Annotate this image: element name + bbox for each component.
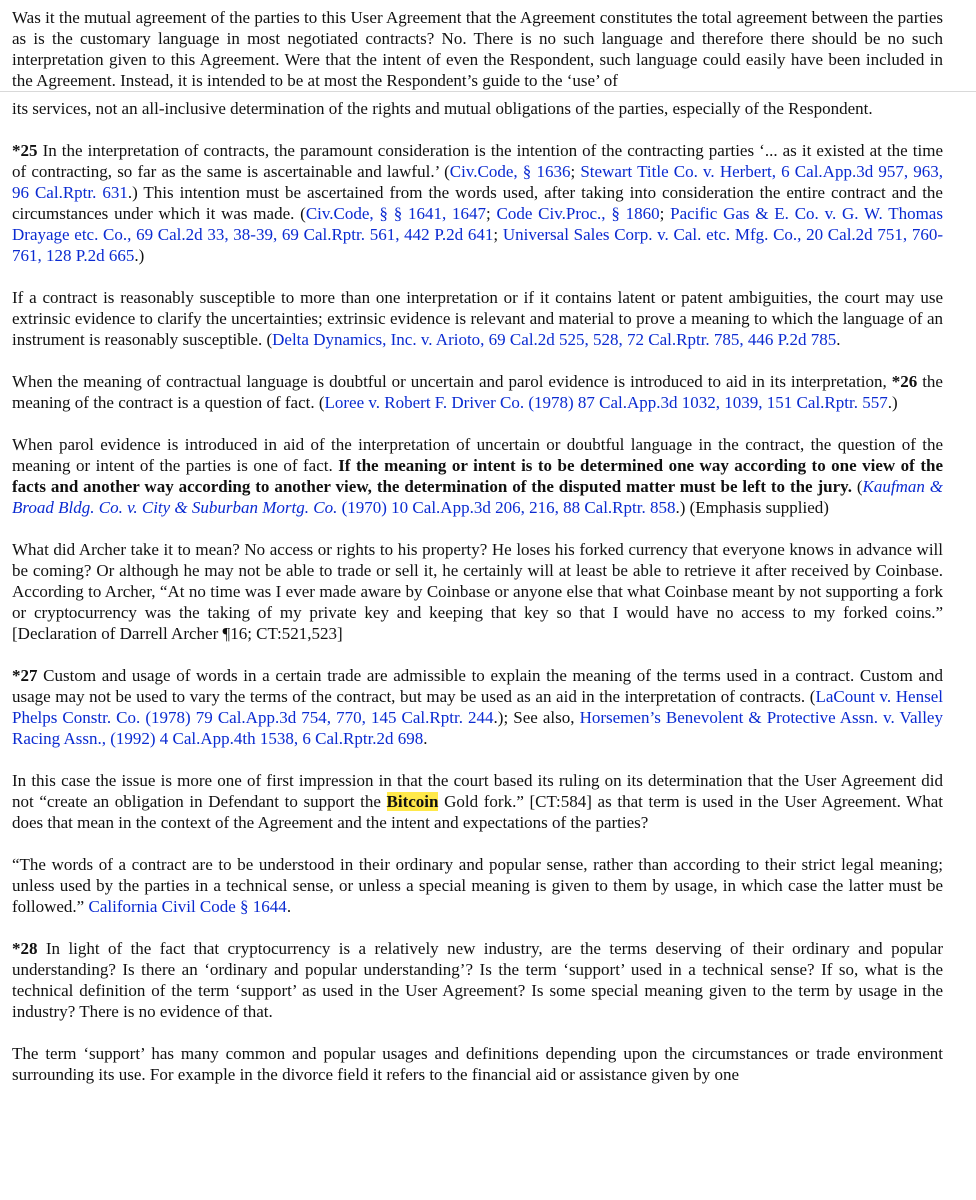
paragraph-5: What did Archer take it to mean? No access or rights to his property? He loses his forked currency that everyone knows in advance will be coming? Or although he may not be able to trade or sell it, he certainly will at least be able to retrieve it after received by Coinbase. According to Archer, “At no time was I ever made aware by Coinbase or anyone else that what Coinbase meant by not supporting a fork or cryptocurrency was the taking of my private key and keeping that key so that I would have no access to my forked coins.” [Declaration of Darrell Archer ¶16; CT:521,523]: [12, 540, 943, 643]
paragraph-2: If a contract is reasonably susceptible to more than one interpretation or if it contains latent or patent ambiguities, the court may use extrinsic evidence to clarify the uncertainties; extrinsic evidence is relevant and material to prove a meaning to which the language of an instrument is reasonably susceptible. (Delta Dynamics, Inc. v. Arioto, 69 Cal.2d 525, 528, 72 Cal.Rptr. 785, 446 P.2d 785.: [12, 288, 943, 349]
document-body: [0, 92, 976, 1085]
citation-link[interactable]: Universal Sales Corp. v. Cal. etc. Mfg. Co., 20 Cal.2d 751, 760-761, 128 P.2d 665: [12, 225, 943, 265]
page-star-28: *28: [12, 939, 38, 958]
paragraph-10: The term ‘support’ has many common and popular usages and definitions depending upon the circumstances or trade environment surrounding its use. For example in the divorce field it refers to the financial aid or assistance given by one: [12, 1044, 943, 1084]
paragraph-1: *25 In the interpretation of contracts, the paramount consideration is the intention of the contracting parties ‘... as it existed at the time of contracting, so far as the same is ascertainable and lawful.’ (Civ.Code, § 1636; Stewart Title Co. v. Herbert, 6 Cal.App.3d 957, 963, 96 Cal.Rptr. 631.) This intention must be ascertained from the words used, after taking into consideration the entire contract and the circumstances under which it was made. (Civ.Code, § § 1641, 1647; Code Civ.Proc., § 1860; Pacific Gas & E. Co. v. G. W. Thomas Drayage etc. Co., 69 Cal.2d 33, 38-39, 69 Cal.Rptr. 561, 442 P.2d 641; Universal Sales Corp. v. Cal. etc. Mfg. Co., 20 Cal.2d 751, 760-761, 128 P.2d 665.): [12, 141, 943, 265]
paragraph-8: “The words of a contract are to be understood in their ordinary and popular sense, rather than according to their strict legal meaning; unless used by the parties in a technical sense, or unless a special meaning is given to them by usage, in which case the latter must be followed.” California Civil Code § 1644.: [12, 855, 943, 916]
citation-link[interactable]: Civ.Code, § § 1641, 1647: [305, 204, 487, 223]
paragraph-7: In this case the issue is more one of first impression in that the court based its ruling on its determination that the User Agreement did not “create an obligation in Defendant to support the Bitcoin Gold fork.” [CT:584] as that term is used in the User Agreement. What does that mean in the context of the Agreement and the intent and expectations of the parties?: [12, 771, 943, 832]
paragraph-9: *28 In light of the fact that cryptocurrency is a relatively new industry, are the terms deserving of their ordinary and popular understanding? Is there an ‘ordinary and popular understanding’? Is the term ‘support’ used in a technical sense? If so, what is the technical definition of the term ‘support’ as used in the User Agreement? Is some special meaning given to the term by usage in the industry? There is no evidence of that.: [12, 939, 943, 1021]
paragraph-6: *27 Custom and usage of words in a certain trade are admissible to explain the meaning of the terms used in a contract. Custom and usage may not be used to vary the terms of the contract, but may be used as an aid in the interpretation of contracts. (LaCount v. Hensel Phelps Constr. Co. (1978) 79 Cal.App.3d 754, 770, 145 Cal.Rptr. 244.); See also, Horsemen’s Benevolent & Protective Assn. v. Valley Racing Assn., (1992) 4 Cal.App.4th 1538, 6 Cal.Rptr.2d 698.: [12, 666, 943, 748]
emphasized-text: If the meaning or intent is to be determined one way according to one view of the facts and another way according to another view, the determination of the disputed matter must be left to the jury.: [12, 456, 943, 496]
citation-link[interactable]: Loree v. Robert F. Driver Co. (1978) 87 Cal.App.3d 1032, 1039, 151 Cal.Rptr. 557: [324, 393, 888, 412]
citation-link[interactable]: LaCount v. Hensel Phelps Constr. Co. (1978) 79 Cal.App.3d 754, 770, 145 Cal.Rptr. 244: [12, 687, 943, 727]
citation-link[interactable]: Code Civ.Proc., § 1860: [496, 204, 660, 223]
paragraph-4: When parol evidence is introduced in aid of the interpretation of uncertain or doubtful language in the contract, the question of the meaning or intent of the parties is one of fact. If the meaning or intent is to be determined one way according to one view of the facts and another way according to another view, the determination of the disputed matter must be left to the jury. (Kaufman & Broad Bldg. Co. v. City & Suburban Mortg. Co. (1970) 10 Cal.App.3d 206, 216, 88 Cal.Rptr. 858.) (Emphasis supplied): [12, 435, 943, 517]
citation-link[interactable]: Stewart Title Co. v. Herbert, 6 Cal.App.3d 957, 963, 96 Cal.Rptr. 631: [12, 162, 943, 202]
previous-page-fragment: [0, 0, 976, 91]
citation-link[interactable]: Civ.Code, § 1636: [449, 162, 571, 181]
paragraph-3: When the meaning of contractual language is doubtful or uncertain and parol evidence is introduced to aid in its interpretation, *26 the meaning of the contract is a question of fact. (Loree v. Robert F. Driver Co. (1978) 87 Cal.App.3d 1032, 1039, 151 Cal.Rptr. 557.): [12, 372, 943, 412]
paragraph-top: Was it the mutual agreement of the parties to this User Agreement that the Agreement constitutes the total agreement between the parties as is the customary language in most negotiated contracts? No. There is no such language and therefore there should be no such interpretation given to this Agreement. Were that the intent of even the Respondent, such language could easily have been included in the Agreement. Instead, it is intended to be at most the Respondent’s guide to the ‘use’ of: [12, 8, 943, 90]
page-star-27: *27: [12, 666, 38, 685]
citation-link[interactable]: California Civil Code § 1644: [88, 897, 287, 916]
page-star-25: *25: [12, 141, 38, 160]
paragraph-0: its services, not an all-inclusive determination of the rights and mutual obligations of the parties, especially of the Respondent.: [12, 99, 873, 118]
citation-link[interactable]: Kaufman & Broad Bldg. Co. v. City & Suburban Mortg. Co. (1970) 10 Cal.App.3d 206, 216, 88 Cal.Rptr. 858: [12, 477, 943, 517]
search-highlight: Bitcoin: [386, 792, 439, 811]
citation-link[interactable]: Horsemen’s Benevolent & Protective Assn. v. Valley Racing Assn., (1992) 4 Cal.App.4th 1538, 6 Cal.Rptr.2d 698: [12, 708, 943, 748]
citation-link[interactable]: Delta Dynamics, Inc. v. Arioto, 69 Cal.2d 525, 528, 72 Cal.Rptr. 785, 446 P.2d 785: [272, 330, 837, 349]
page-star-26: *26: [891, 372, 918, 391]
citation-link[interactable]: Pacific Gas & E. Co. v. G. W. Thomas Drayage etc. Co., 69 Cal.2d 33, 38-39, 69 Cal.Rptr. 561, 442 P.2d 641: [12, 204, 943, 244]
